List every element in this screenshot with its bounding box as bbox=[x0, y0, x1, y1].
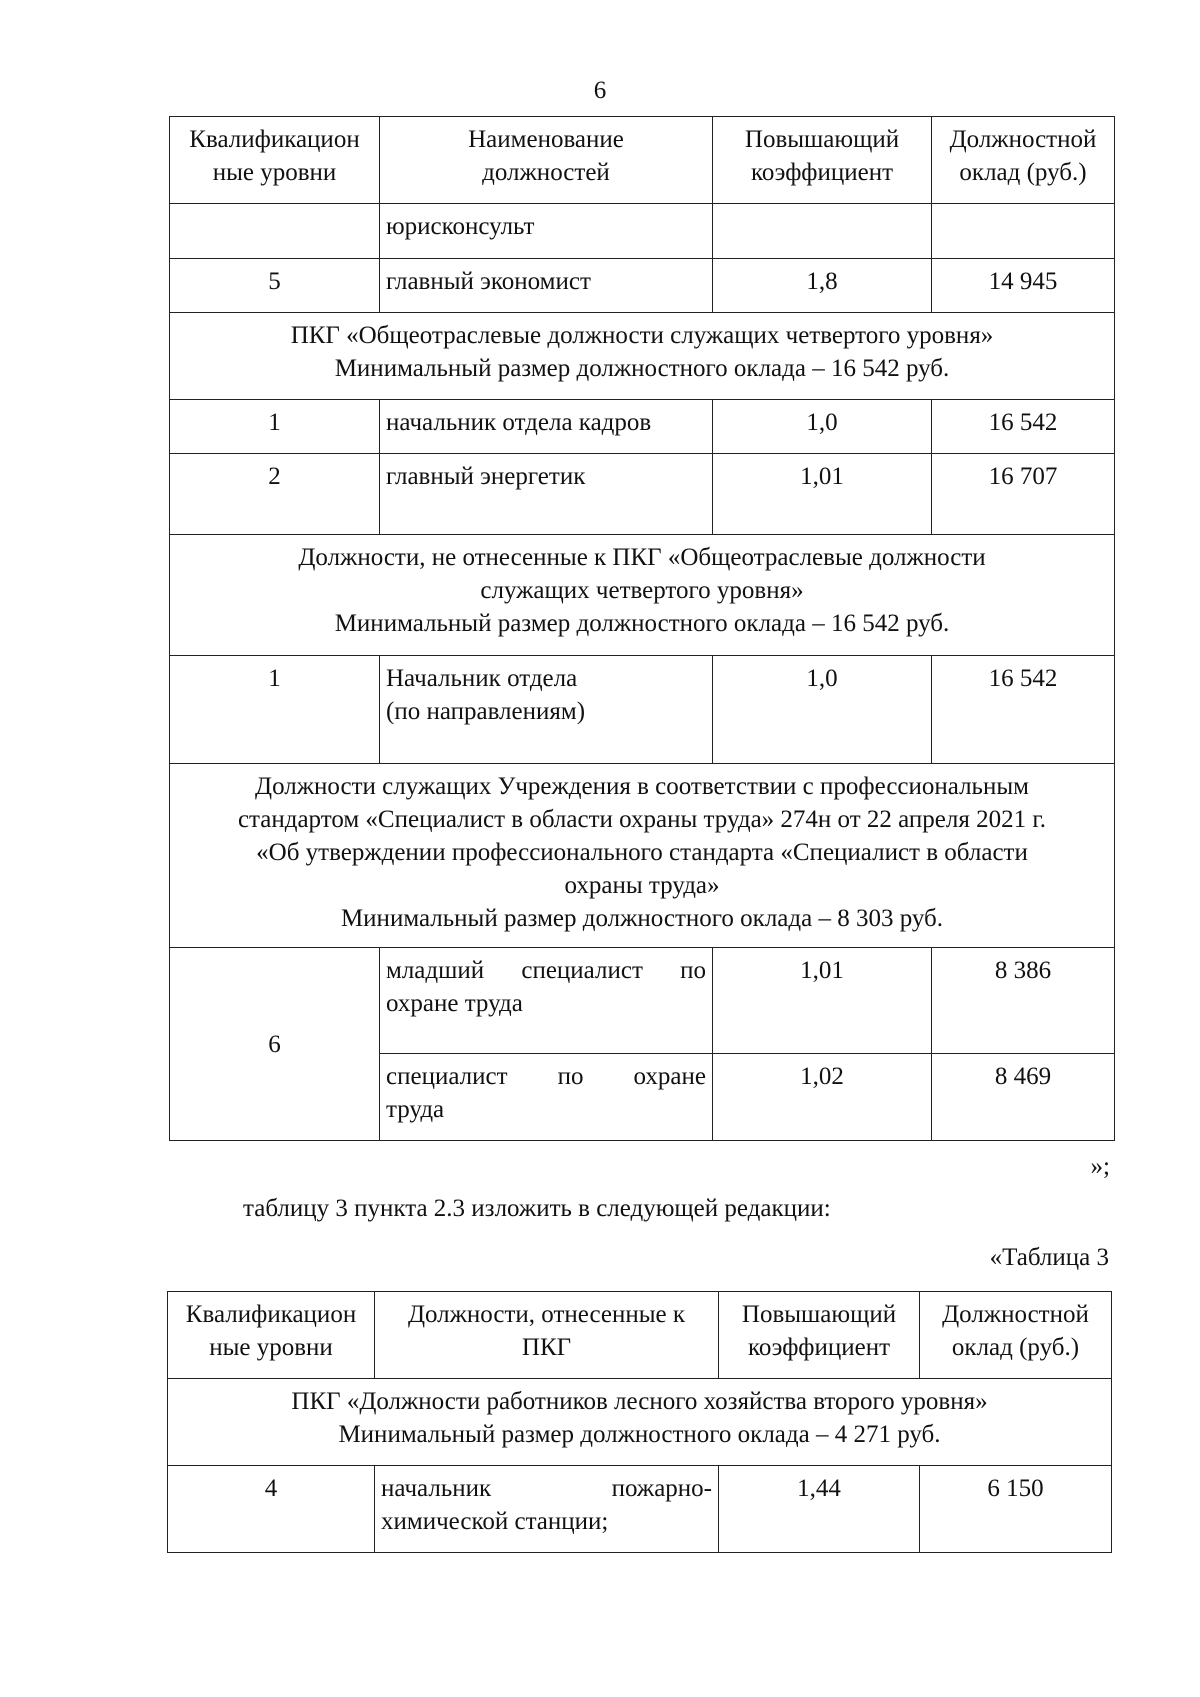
salary-cell: 8 469 bbox=[932, 1054, 1115, 1141]
coef-cell: 1,01 bbox=[713, 948, 932, 1054]
coef-cell: 1,02 bbox=[713, 1054, 932, 1141]
closing-quote: »; bbox=[1090, 1153, 1110, 1180]
salary-cell: 16 542 bbox=[932, 400, 1115, 454]
header-salary: Должностной оклад (руб.) bbox=[932, 117, 1115, 204]
group-header-pkg4: ПКГ «Общеотраслевые должности служащих четвертого уровня» Минимальный размер должностного оклада – 16 542 руб. bbox=[170, 313, 1115, 400]
coef-cell: 1,0 bbox=[713, 656, 932, 764]
header-salary: Должностной оклад (руб.) bbox=[920, 1292, 1112, 1379]
table-row bbox=[168, 1466, 1112, 1553]
level-cell: 6 bbox=[170, 948, 380, 1141]
table-row bbox=[170, 204, 1115, 259]
salary-cell: 16 542 bbox=[932, 656, 1115, 764]
table-row bbox=[170, 656, 1115, 764]
level-cell bbox=[170, 204, 380, 259]
position-cell: главный экономист bbox=[380, 259, 713, 313]
header-qualification-level: Квалификацион ные уровни bbox=[168, 1292, 375, 1379]
table-header-row bbox=[170, 117, 1115, 204]
level-cell: 4 bbox=[168, 1466, 375, 1553]
group-header-forestry: ПКГ «Должности работников лесного хозяйства второго уровня» Минимальный размер должностного оклада – 4 271 руб. bbox=[168, 1379, 1112, 1466]
salary-cell: 14 945 bbox=[932, 259, 1115, 313]
level-cell: 2 bbox=[170, 454, 380, 535]
table-header-row bbox=[168, 1292, 1112, 1379]
salary-cell: 8 386 bbox=[932, 948, 1115, 1054]
group-header-row bbox=[170, 535, 1115, 656]
position-cell: младший специалист по охране труда bbox=[380, 948, 713, 1054]
table-row bbox=[170, 400, 1115, 454]
body-paragraph: таблицу 3 пункта 2.3 изложить в следующей редакции: bbox=[243, 1195, 831, 1222]
salary-table-3 bbox=[167, 1291, 1112, 1553]
coef-cell: 1,8 bbox=[713, 259, 932, 313]
header-coefficient: Повышающий коэффициент bbox=[719, 1292, 920, 1379]
salary-cell: 16 707 bbox=[932, 454, 1115, 535]
coef-cell: 1,01 bbox=[713, 454, 932, 535]
coef-cell bbox=[713, 204, 932, 259]
position-cell: специалист по охране труда bbox=[380, 1054, 713, 1141]
header-qualification-level: Квалификацион ные уровни bbox=[170, 117, 380, 204]
position-cell: начальник отдела кадров bbox=[380, 400, 713, 454]
salary-cell bbox=[932, 204, 1115, 259]
page-number: 6 bbox=[593, 77, 607, 104]
level-cell: 5 bbox=[170, 259, 380, 313]
group-header-row bbox=[170, 313, 1115, 400]
header-positions-in-pkg: Должности, отнесенные к ПКГ bbox=[375, 1292, 719, 1379]
group-header-row bbox=[168, 1379, 1112, 1466]
group-header-labor-safety: Должности служащих Учреждения в соответствии с профессиональным стандартом «Специалист в области охраны труда» 274н от 22 апреля 2021 г. «Об утверждении профессионального стандарта «Специалист в области охраны труда» Минимальный размер должностного оклада – 8 303 руб. bbox=[170, 764, 1115, 948]
header-coefficient: Повышающий коэффициент bbox=[713, 117, 932, 204]
position-cell: главный энергетик bbox=[380, 454, 713, 535]
salary-cell: 6 150 bbox=[920, 1466, 1112, 1553]
level-cell: 1 bbox=[170, 656, 380, 764]
level-cell: 1 bbox=[170, 400, 380, 454]
position-cell: Начальник отдела (по направлениям) bbox=[380, 656, 713, 764]
table-row bbox=[170, 454, 1115, 535]
table-caption: «Таблица 3 bbox=[989, 1244, 1109, 1271]
table-row bbox=[170, 259, 1115, 313]
group-header-not-pkg: Должности, не отнесенные к ПКГ «Общеотраслевые должности служащих четвертого уровня» Минимальный размер должностного оклада – 16 542 руб. bbox=[170, 535, 1115, 656]
group-header-row bbox=[170, 764, 1115, 948]
position-cell: юрисконсульт bbox=[380, 204, 713, 259]
header-position-name: Наименование должностей bbox=[380, 117, 713, 204]
table-row bbox=[170, 948, 1115, 1054]
salary-table-2-continued bbox=[169, 116, 1115, 1141]
coef-cell: 1,0 bbox=[713, 400, 932, 454]
position-cell: начальник пожарно- химической станции; bbox=[375, 1466, 719, 1553]
coef-cell: 1,44 bbox=[719, 1466, 920, 1553]
